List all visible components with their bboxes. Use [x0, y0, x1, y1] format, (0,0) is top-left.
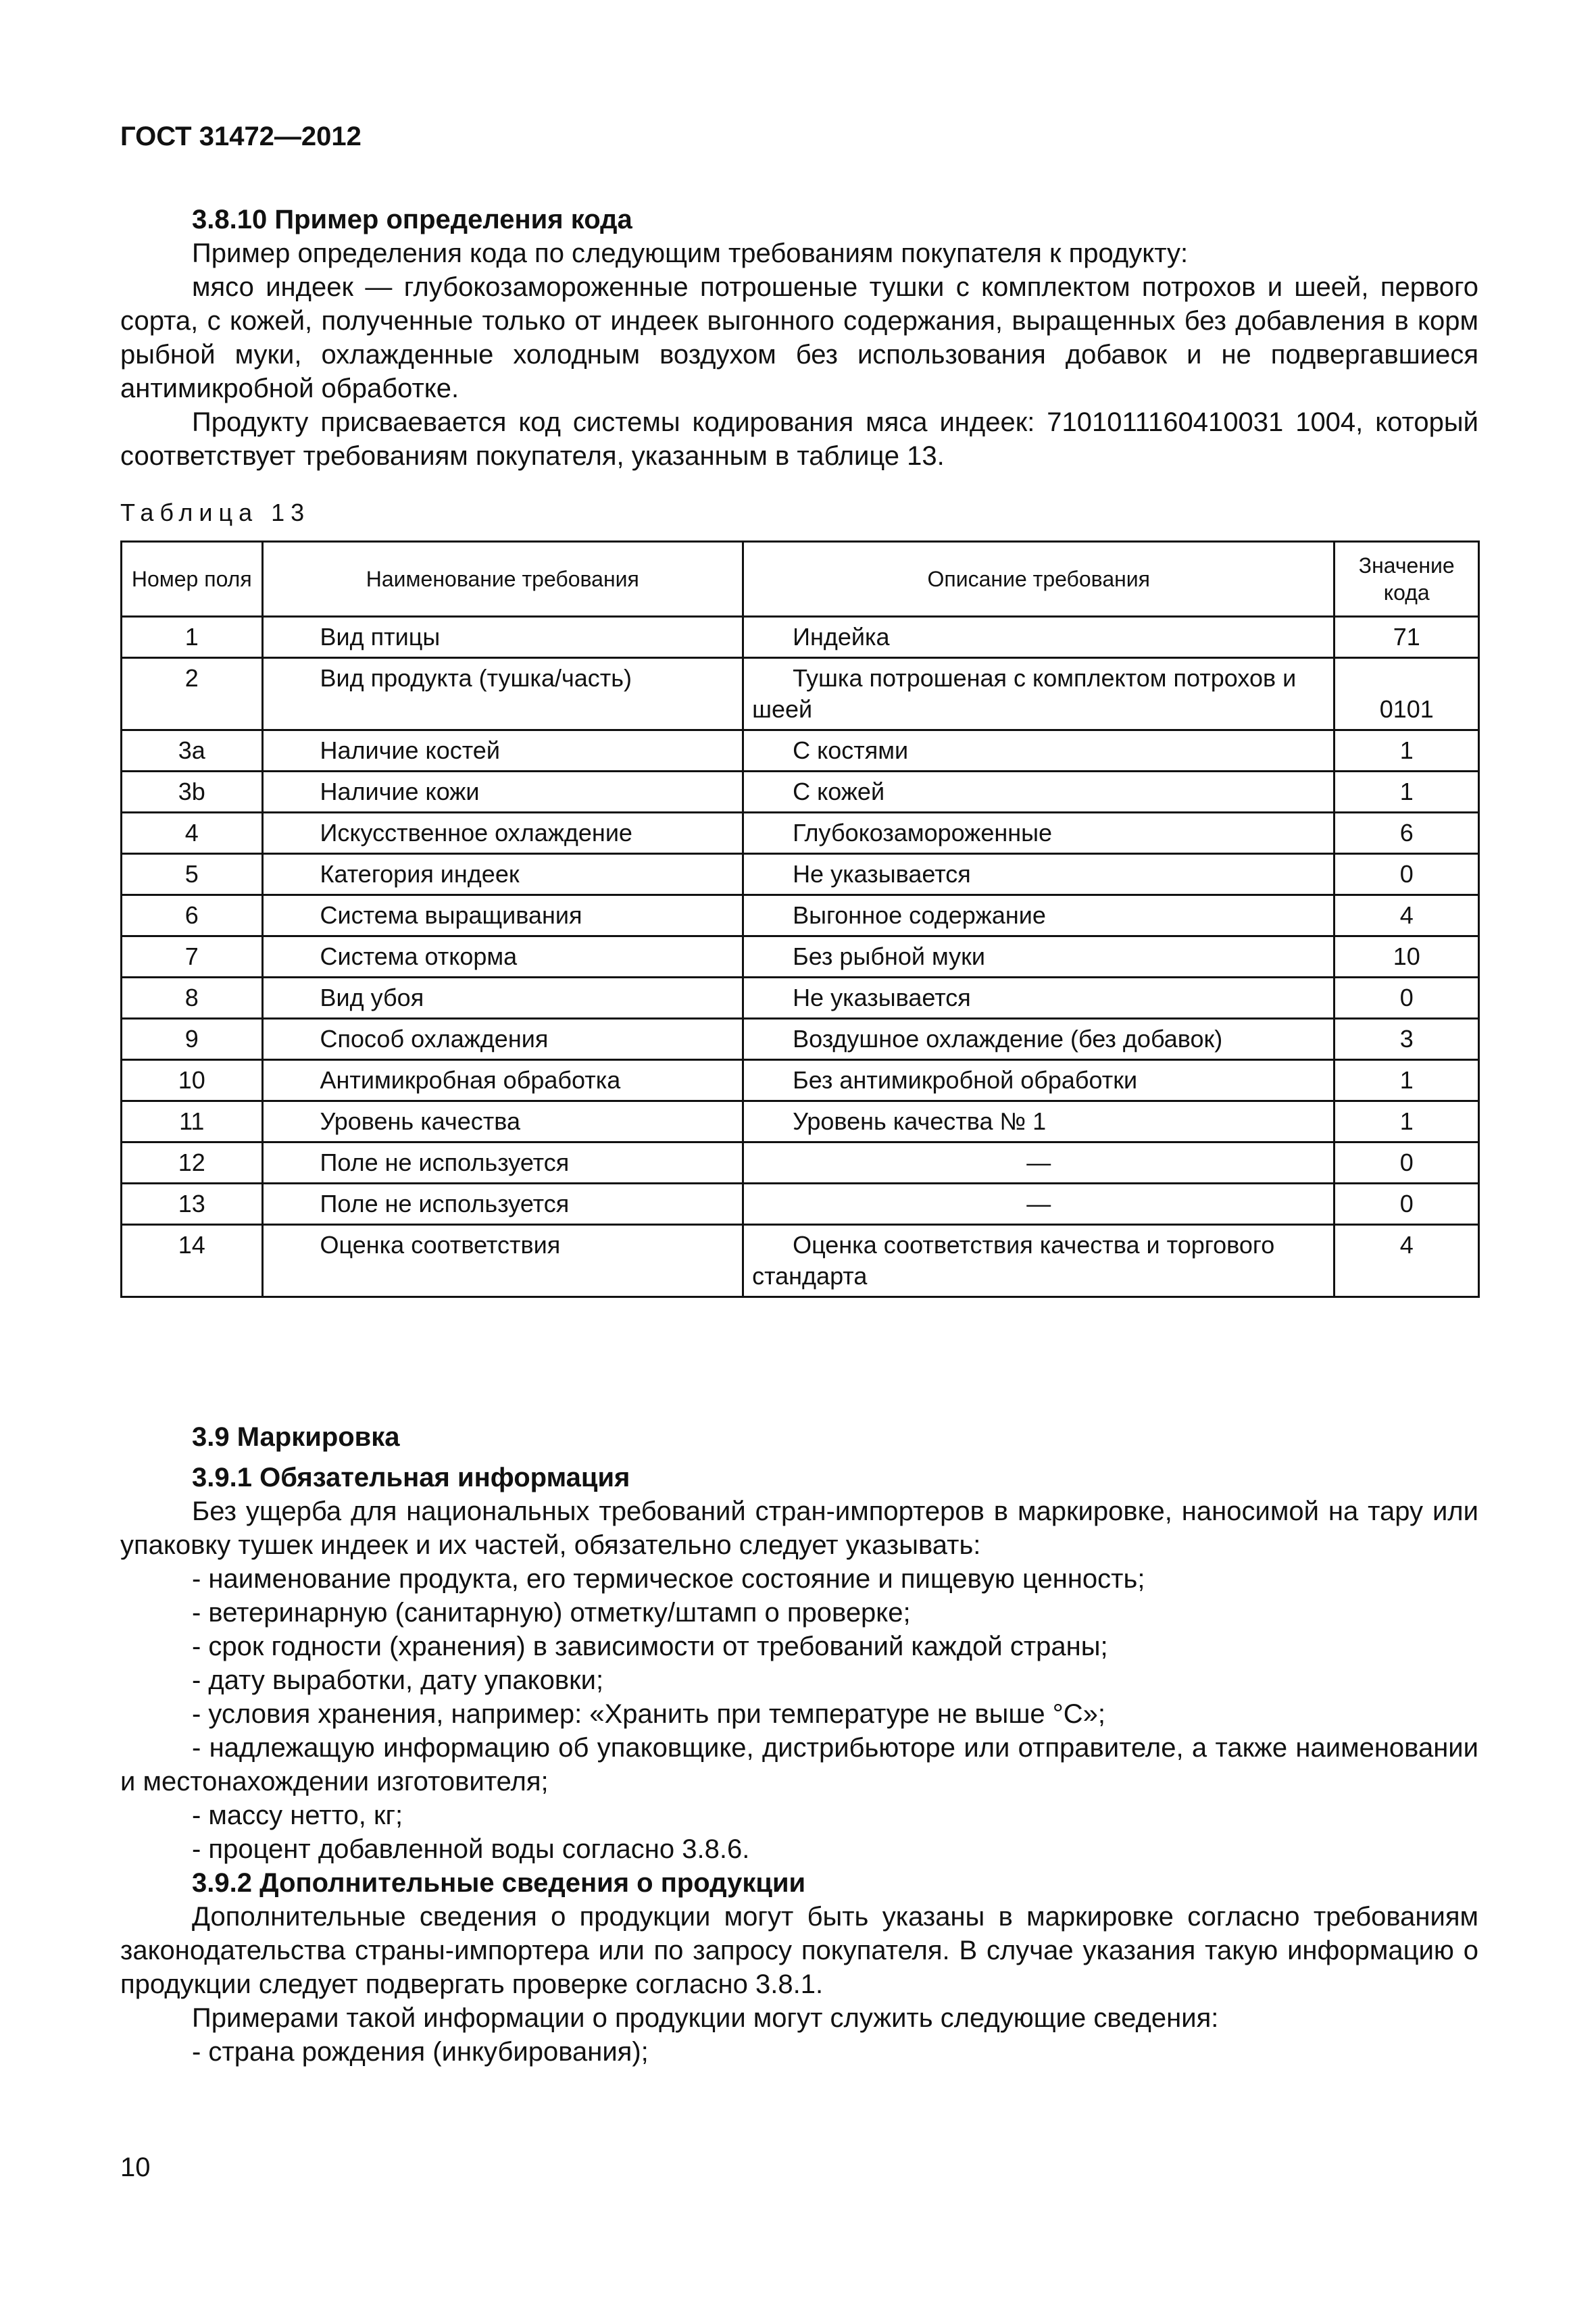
cell-requirement-description: Глубокозамороженные — [743, 813, 1335, 854]
table-row — [122, 772, 1479, 813]
cell-field-number: 10 — [122, 1060, 263, 1101]
document-id: ГОСТ 31472—2012 — [120, 122, 361, 151]
table-row — [122, 813, 1479, 854]
cell-field-number: 9 — [122, 1019, 263, 1060]
cell-code-value: 1 — [1335, 772, 1479, 813]
cell-code-value: 6 — [1335, 813, 1479, 854]
cell-code-value: 3 — [1335, 1019, 1479, 1060]
cell-code-value: 10 — [1335, 936, 1479, 978]
cell-code-value: 1 — [1335, 730, 1479, 772]
column-header: Описание требования — [743, 542, 1335, 617]
list-item: - дату выработки, дату упаковки; — [192, 1665, 604, 1695]
section-3-8-10 — [120, 203, 1478, 473]
table-row — [122, 1060, 1479, 1101]
cell-field-number: 7 — [122, 936, 263, 978]
cell-requirement-name: Система откорма — [262, 936, 743, 978]
cell-requirement-name: Антимикробная обработка — [262, 1060, 743, 1101]
paragraph: Примерами такой информации о продукции могут служить следующие сведения: — [192, 2003, 1219, 2033]
cell-requirement-name: Вид убоя — [262, 978, 743, 1019]
paragraph: Без ущерба для национальных требований стран-импортеров в маркировке, наносимой на тару или упаковку тушек индеек и их частей, обязательно следует указывать: — [120, 1496, 1478, 1560]
cell-field-number: 1 — [122, 617, 263, 658]
cell-code-value: 1 — [1335, 1101, 1479, 1142]
cell-requirement-name: Способ охлаждения — [262, 1019, 743, 1060]
table-row — [122, 978, 1479, 1019]
cell-code-value: 0 — [1335, 1184, 1479, 1225]
list-item: - срок годности (хранения) в зависимости от требований каждой страны; — [192, 1632, 1108, 1661]
paragraph: Продукту присваевается код системы кодирования мяса индеек: 7101011160410031 1004, который соответствует требованиям покупателя, указанным в таблице 13. — [120, 407, 1478, 471]
cell-field-number: 3a — [122, 730, 263, 772]
table-row — [122, 658, 1479, 730]
section-heading: 3.9 Маркировка — [192, 1422, 400, 1452]
cell-requirement-name: Наличие костей — [262, 730, 743, 772]
cell-code-value: 71 — [1335, 617, 1479, 658]
cell-requirement-description: Уровень качества № 1 — [743, 1101, 1335, 1142]
cell-requirement-name: Поле не используется — [262, 1184, 743, 1225]
cell-field-number: 4 — [122, 813, 263, 854]
table-row — [122, 1184, 1479, 1225]
cell-requirement-description: Воздушное охлаждение (без добавок) — [743, 1019, 1335, 1060]
table-row — [122, 854, 1479, 895]
cell-requirement-description: Оценка соответствия качества и торгового стандарта — [743, 1225, 1335, 1297]
list-item: - надлежащую информацию об упаковщике, дистрибьюторе или отправителе, а также наименовании и местонахождении изготовителя; — [120, 1733, 1478, 1796]
cell-code-value: 4 — [1335, 895, 1479, 936]
cell-code-value: 4 — [1335, 1225, 1479, 1297]
list-item: - процент добавленной воды согласно 3.8.6. — [192, 1834, 750, 1864]
column-header: Наименование требования — [262, 542, 743, 617]
section-3-9 — [120, 1420, 1478, 2069]
cell-requirement-description: Индейка — [743, 617, 1335, 658]
cell-requirement-description: С костями — [743, 730, 1335, 772]
list-item: - страна рождения (инкубирования); — [192, 2037, 649, 2067]
cell-field-number: 5 — [122, 854, 263, 895]
cell-code-value: 0 — [1335, 978, 1479, 1019]
table-row — [122, 936, 1479, 978]
cell-requirement-description: — — [743, 1184, 1335, 1225]
table-row — [122, 1019, 1479, 1060]
cell-requirement-description: С кожей — [743, 772, 1335, 813]
table-row — [122, 730, 1479, 772]
cell-field-number: 14 — [122, 1225, 263, 1297]
cell-field-number: 3b — [122, 772, 263, 813]
table-row — [122, 617, 1479, 658]
cell-requirement-name: Искусственное охлаждение — [262, 813, 743, 854]
cell-requirement-description: — — [743, 1142, 1335, 1184]
cell-requirement-description: Тушка потрошеная с комплектом потрохов и шеей — [743, 658, 1335, 730]
cell-requirement-name: Наличие кожи — [262, 772, 743, 813]
table-row — [122, 1225, 1479, 1297]
cell-field-number: 6 — [122, 895, 263, 936]
cell-code-value: 0 — [1335, 1142, 1479, 1184]
cell-requirement-name: Вид продукта (тушка/часть) — [262, 658, 743, 730]
cell-requirement-description: Без антимикробной обработки — [743, 1060, 1335, 1101]
cell-requirement-name: Уровень качества — [262, 1101, 743, 1142]
paragraph: Пример определения кода по следующим требованиям покупателя к продукту: — [192, 238, 1189, 268]
cell-requirement-name: Вид птицы — [262, 617, 743, 658]
table-row — [122, 1101, 1479, 1142]
cell-code-value: 0 — [1335, 854, 1479, 895]
list-item: - наименование продукта, его термическое состояние и пищевую ценность; — [192, 1564, 1145, 1594]
cell-field-number: 12 — [122, 1142, 263, 1184]
cell-requirement-name: Оценка соответствия — [262, 1225, 743, 1297]
cell-code-value: 1 — [1335, 1060, 1479, 1101]
table-row — [122, 1142, 1479, 1184]
table-caption: Таблица 13 — [120, 499, 311, 526]
code-table — [120, 540, 1480, 1298]
subsection-heading: 3.9.1 Обязательная информация — [192, 1463, 630, 1492]
cell-requirement-description: Выгонное содержание — [743, 895, 1335, 936]
table-header-row — [122, 542, 1479, 617]
cell-field-number: 13 — [122, 1184, 263, 1225]
list-item: - ветеринарную (санитарную) отметку/штамп о проверке; — [192, 1598, 911, 1628]
paragraph: мясо индеек — глубокозамороженные потрошеные тушки с комплектом потрохов и шеей, первого сорта, с кожей, полученные только от индеек выгонного содержания, выращенных без добавления в корм рыбной муки, охлажденные холодным воздухом без использования добавок и не подвергавшиеся антимикробной обработке. — [120, 272, 1478, 403]
cell-requirement-name: Категория индеек — [262, 854, 743, 895]
list-item: - условия хранения, например: «Хранить при температуре не выше °С»; — [192, 1699, 1106, 1729]
cell-field-number: 11 — [122, 1101, 263, 1142]
cell-code-value: 0101 — [1335, 658, 1479, 730]
cell-field-number: 2 — [122, 658, 263, 730]
cell-requirement-description: Не указывается — [743, 854, 1335, 895]
page-number: 10 — [120, 2153, 151, 2182]
cell-requirement-description: Не указывается — [743, 978, 1335, 1019]
cell-requirement-name: Поле не используется — [262, 1142, 743, 1184]
subsection-heading: 3.9.2 Дополнительные сведения о продукции — [192, 1868, 806, 1898]
section-heading: 3.8.10 Пример определения кода — [192, 205, 632, 234]
cell-field-number: 8 — [122, 978, 263, 1019]
paragraph: Дополнительные сведения о продукции могут быть указаны в маркировке согласно требованиям законодательства страны-импортера или по запросу покупателя. В случае указания такую информацию о продукции следует подвергать проверке согласно 3.8.1. — [120, 1902, 1478, 1999]
column-header: Значение кода — [1335, 542, 1479, 617]
cell-requirement-description: Без рыбной муки — [743, 936, 1335, 978]
cell-requirement-name: Система выращивания — [262, 895, 743, 936]
column-header: Номер поля — [122, 542, 263, 617]
list-item: - массу нетто, кг; — [192, 1801, 403, 1830]
table-row — [122, 895, 1479, 936]
